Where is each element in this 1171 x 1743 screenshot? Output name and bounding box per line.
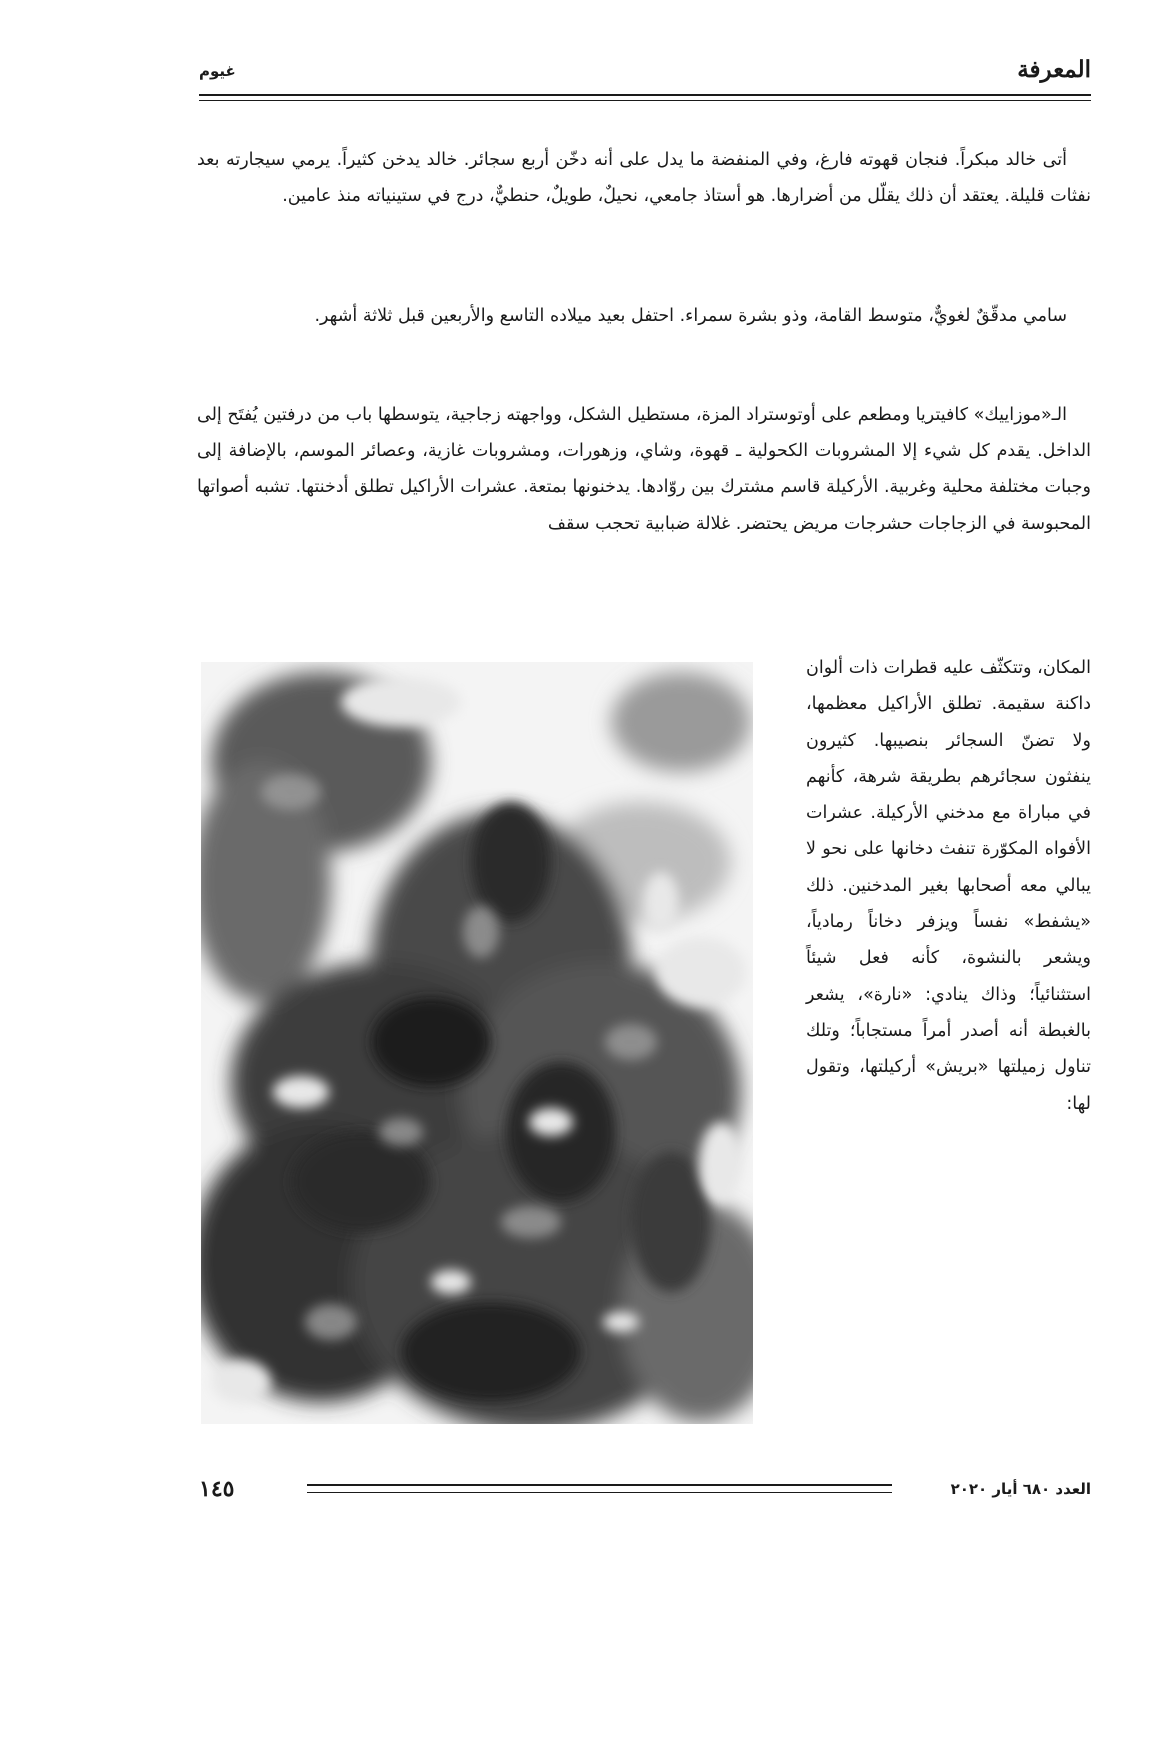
section-title: غيوم: [199, 62, 236, 80]
paragraph-column-continuation: المكان، وتتكثّف عليه قطرات ذات ألوان داكنة سقيمة. تطلق الأراكيل معظمها، ولا تضنّ السجائر بنصيبها. كثيرون ينفثون سجائرهم بطريقة شرهة، كأنهم في مباراة مع مدخني الأركيلة. عشرات الأفواه المكوّرة تنفث دخانها على نحو لا يبالي معه أصحابها بغير المدخنين. ذلك «يشفط» نفساً ويزفر دخاناً رمادياً، ويشعر بالنشوة، كأنه فعل شيئاً استثنائياً؛ وذاك ينادي: «نارة»، يشعر بالغبطة أنه أصدر أمراً مستجاباً؛ وتلك تناول زميلتها «بريش» أركيلتها، وتقول لها:: [806, 658, 1091, 1114]
painting-image: [201, 662, 753, 1424]
footer-rule: [307, 1484, 892, 1486]
header-rule-thin: [199, 100, 1091, 101]
paragraph-mosaic: الـ«موزاييك» كافيتريا ومطعم على أوتوستراد المزة، مستطيل الشكل، وواجهته زجاجية، يتوسطها باب من درفتين يُفتَح إلى الداخل. يقدم كل شيء إلا المشروبات الكحولية ـ قهوة، وشاي، وزهورات، ومشروبات غازية، وعصائر الموسم، بالإضافة إلى وجبات مختلفة محلية وغربية. الأركيلة قاسم مشترك بين روّادها. يدخنونها بمتعة. عشرات الأراكيل تطلق أدخنتها. تشبه أصواتها المحبوسة في الزجاجات حشرجات مريض يحتضر. غلالة ضبابية تحجب سقف: [197, 405, 1091, 534]
issue-info: العدد ٦٨٠ أيار ٢٠٢٠: [950, 1480, 1091, 1498]
illustration-painting: [201, 662, 753, 1424]
paragraph-sami: سامي مدقّقٌ لغويٌّ، متوسط القامة، وذو بشرة سمراء. احتفل بعيد ميلاده التاسع والأربعين قبل ثلاثة أشهر.: [314, 306, 1067, 326]
page-number: ١٤٥: [199, 1476, 235, 1502]
page-header: [199, 52, 1091, 94]
header-rule: [199, 94, 1091, 96]
magazine-masthead-logo: المعرفة: [1017, 56, 1091, 83]
paragraph-khaled: أتى خالد مبكراً. فنجان قهوته فارغ، وفي المنفضة ما يدل على أنه دخّن أربع سجائر. خالد يدخن كثيراً. يرمي سيجارته بعد نفثات قليلة. يعتقد أن ذلك يقلّل من أضرارها. هو أستاذ جامعي، نحيلٌ، طويلٌ، حنطيٌّ، درج في ستينياته منذ عامين.: [197, 150, 1091, 207]
footer-rule-thin: [307, 1492, 892, 1493]
